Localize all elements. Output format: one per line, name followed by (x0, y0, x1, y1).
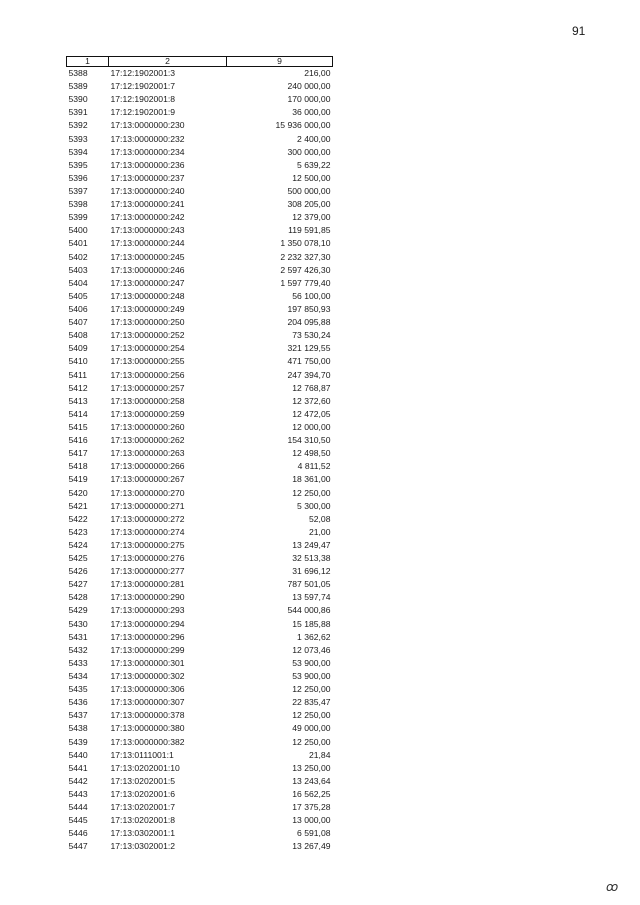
row-number: 5440 (68, 749, 88, 760)
row-number: 5414 (68, 408, 88, 419)
row-number: 5406 (68, 303, 88, 314)
table-row (67, 133, 333, 146)
cadastral-number: 17:13:0000000:294 (110, 618, 185, 629)
table-row (67, 369, 333, 382)
amount: 73 530,24 (292, 330, 331, 341)
cadastral-number: 17:13:0302001:2 (110, 841, 176, 852)
amount: 471 750,00 (287, 356, 331, 367)
table-row (67, 565, 333, 578)
row-number: 5409 (68, 343, 88, 354)
cadastral-number: 17:13:0000000:276 (110, 553, 185, 564)
table-row (67, 159, 333, 172)
amount: 22 835,47 (292, 697, 331, 708)
amount: 12 000,00 (292, 421, 331, 432)
amount: 16 562,25 (292, 789, 331, 800)
cadastral-number: 17:13:0000000:266 (110, 461, 185, 472)
cadastral-number: 17:13:0000000:274 (110, 526, 185, 537)
amount: 15 936 000,00 (275, 120, 331, 131)
row-number: 5446 (68, 828, 88, 839)
cadastral-number: 17:13:0000000:272 (110, 513, 185, 524)
table-row (67, 644, 333, 657)
table-row (67, 775, 333, 788)
cadastral-number: 17:13:0000000:232 (110, 133, 185, 144)
table-row (67, 788, 333, 801)
cadastral-number: 17:13:0000000:307 (110, 697, 185, 708)
cadastral-number: 17:13:0000000:245 (110, 251, 185, 262)
row-number: 5402 (68, 251, 88, 262)
table-row (67, 185, 333, 198)
cadastral-number: 17:13:0000000:246 (110, 264, 185, 275)
cadastral-number: 17:13:0000000:296 (110, 631, 185, 642)
row-number: 5445 (68, 815, 88, 826)
amount: 53 900,00 (292, 671, 331, 682)
cadastral-number: 17:13:0202001:8 (110, 815, 176, 826)
row-number: 5407 (68, 317, 88, 328)
data-table (66, 56, 333, 854)
amount: 216,00 (304, 68, 331, 78)
table-row (67, 421, 333, 434)
amount: 12 250,00 (292, 710, 331, 721)
table-row (67, 762, 333, 775)
cadastral-number: 17:13:0000000:255 (110, 356, 185, 367)
cadastral-number: 17:13:0202001:7 (110, 802, 176, 813)
table-row (67, 342, 333, 355)
row-number: 5441 (68, 762, 88, 773)
cadastral-number: 17:13:0111001:1 (110, 749, 174, 760)
row-number: 5391 (68, 107, 88, 118)
cadastral-number: 17:13:0000000:260 (110, 421, 185, 432)
amount: 197 850,93 (287, 303, 331, 314)
amount: 308 205,00 (287, 199, 331, 210)
cadastral-number: 17:13:0000000:254 (110, 343, 185, 354)
corner-mark: ꝏ (606, 880, 619, 894)
row-number: 5416 (68, 435, 88, 446)
table-row (67, 749, 333, 762)
cadastral-number: 17:13:0000000:257 (110, 382, 185, 393)
table-row (67, 290, 333, 303)
table-row (67, 93, 333, 106)
row-number: 5388 (68, 68, 88, 78)
amount: 12 498,50 (292, 448, 331, 459)
table-row (67, 604, 333, 617)
table-row (67, 382, 333, 395)
cadastral-number: 17:13:0000000:270 (110, 487, 185, 498)
amount: 12 500,00 (292, 172, 331, 183)
row-number: 5428 (68, 592, 88, 603)
amount: 18 361,00 (292, 474, 331, 485)
amount: 17 375,28 (292, 802, 331, 813)
cadastral-number: 17:13:0000000:299 (110, 644, 185, 655)
header-row (67, 57, 333, 67)
row-number: 5433 (68, 657, 88, 668)
table-header (67, 57, 333, 67)
table-row (67, 67, 333, 81)
table-row (67, 552, 333, 565)
amount: 170 000,00 (287, 94, 331, 105)
table-row (67, 251, 333, 264)
amount: 13 249,47 (292, 539, 331, 550)
row-number: 5394 (68, 146, 88, 157)
cadastral-number: 17:13:0000000:378 (110, 710, 185, 721)
amount: 12 379,00 (292, 212, 331, 223)
table-row (67, 657, 333, 670)
amount: 1 597 779,40 (280, 277, 331, 288)
row-number: 5390 (68, 94, 88, 105)
cadastral-number: 17:13:0000000:267 (110, 474, 185, 485)
row-number: 5395 (68, 159, 88, 170)
cadastral-number: 17:13:0000000:241 (110, 199, 185, 210)
table-row (67, 395, 333, 408)
cadastral-number: 17:13:0000000:248 (110, 290, 185, 301)
header-col-2: 2 (109, 57, 227, 67)
row-number: 5422 (68, 513, 88, 524)
row-number: 5399 (68, 212, 88, 223)
cadastral-number: 17:13:0000000:306 (110, 684, 185, 695)
amount: 2 597 426,30 (280, 264, 331, 275)
header-col-1: 1 (67, 57, 109, 67)
cadastral-number: 17:13:0000000:244 (110, 238, 185, 249)
amount: 544 000,86 (287, 605, 331, 616)
amount: 4 811,52 (297, 461, 331, 472)
amount: 5 639,22 (297, 159, 331, 170)
cadastral-number: 17:13:0202001:10 (110, 762, 180, 773)
cadastral-number: 17:12:1902001:3 (110, 68, 176, 78)
table-row (67, 303, 333, 316)
row-number: 5435 (68, 684, 88, 695)
cadastral-number: 17:13:0000000:281 (110, 579, 185, 590)
cadastral-number: 17:13:0000000:258 (110, 395, 185, 406)
cadastral-number: 17:13:0000000:380 (110, 723, 185, 734)
table-row (67, 473, 333, 486)
row-number: 5408 (68, 330, 88, 341)
row-number: 5426 (68, 566, 88, 577)
table-row (67, 801, 333, 814)
amount: 49 000,00 (292, 723, 331, 734)
row-number: 5442 (68, 775, 88, 786)
cadastral-number: 17:13:0000000:301 (110, 657, 185, 668)
row-number: 5423 (68, 526, 88, 537)
cadastral-number: 17:13:0000000:243 (110, 225, 185, 236)
amount: 500 000,00 (287, 185, 331, 196)
cadastral-number: 17:13:0000000:302 (110, 671, 185, 682)
amount: 15 185,88 (292, 618, 331, 629)
cadastral-number: 17:13:0000000:236 (110, 159, 185, 170)
table-row (67, 631, 333, 644)
row-number: 5436 (68, 697, 88, 708)
table-row (67, 683, 333, 696)
cadastral-number: 17:13:0000000:250 (110, 317, 185, 328)
row-number: 5424 (68, 539, 88, 550)
cadastral-number: 17:13:0000000:249 (110, 303, 185, 314)
table-row (67, 539, 333, 552)
row-number: 5396 (68, 172, 88, 183)
row-number: 5397 (68, 185, 88, 196)
amount: 12 472,05 (292, 408, 331, 419)
table-row (67, 198, 333, 211)
table-row (67, 106, 333, 119)
row-number: 5392 (68, 120, 88, 131)
table-row (67, 736, 333, 749)
amount: 300 000,00 (287, 146, 331, 157)
amount: 13 250,00 (292, 762, 331, 773)
amount: 12 768,87 (292, 382, 331, 393)
row-number: 5432 (68, 644, 88, 655)
row-number: 5430 (68, 618, 88, 629)
row-number: 5434 (68, 671, 88, 682)
amount: 321 129,55 (287, 343, 331, 354)
cadastral-number: 17:13:0000000:263 (110, 448, 185, 459)
row-number: 5393 (68, 133, 88, 144)
table-row (67, 355, 333, 368)
cadastral-number: 17:13:0000000:237 (110, 172, 185, 183)
amount: 36 000,00 (292, 107, 331, 118)
cadastral-number: 17:13:0000000:277 (110, 566, 185, 577)
amount: 13 597,74 (292, 592, 331, 603)
amount: 2 232 327,30 (280, 251, 331, 262)
cadastral-number: 17:13:0000000:262 (110, 435, 185, 446)
table-row (67, 840, 333, 853)
row-number: 5412 (68, 382, 88, 393)
row-number: 5431 (68, 631, 88, 642)
row-number: 5417 (68, 448, 88, 459)
table-row (67, 408, 333, 421)
table-row (67, 578, 333, 591)
cadastral-number: 17:13:0000000:382 (110, 736, 185, 747)
table-row (67, 460, 333, 473)
cadastral-number: 17:12:1902001:8 (110, 94, 176, 105)
row-number: 5421 (68, 500, 88, 511)
amount: 13 000,00 (292, 815, 331, 826)
row-number: 5400 (68, 225, 88, 236)
amount: 12 250,00 (292, 684, 331, 695)
row-number: 5420 (68, 487, 88, 498)
table-row (67, 591, 333, 604)
cadastral-number: 17:13:0000000:230 (110, 120, 185, 131)
amount: 53 900,00 (292, 657, 331, 668)
table-row (67, 487, 333, 500)
row-number: 5429 (68, 605, 88, 616)
table-row (67, 237, 333, 250)
table-row (67, 119, 333, 132)
amount: 787 501,05 (287, 579, 331, 590)
cadastral-number: 17:13:0000000:234 (110, 146, 185, 157)
table-row (67, 329, 333, 342)
table-row (67, 722, 333, 735)
row-number: 5415 (68, 421, 88, 432)
cadastral-number: 17:13:0000000:271 (110, 500, 185, 511)
cadastral-number: 17:13:0000000:293 (110, 605, 185, 616)
table-row (67, 447, 333, 460)
cadastral-number: 17:12:1902001:7 (110, 81, 176, 92)
amount: 32 513,38 (292, 553, 331, 564)
cadastral-number: 17:12:1902001:9 (110, 107, 176, 118)
cadastral-number: 17:13:0000000:275 (110, 539, 185, 550)
table-row (67, 526, 333, 539)
cadastral-number: 17:13:0202001:5 (110, 775, 176, 786)
amount: 12 250,00 (292, 487, 331, 498)
table-row (67, 146, 333, 159)
amount: 13 267,49 (292, 841, 331, 852)
table-row (67, 618, 333, 631)
amount: 52,08 (308, 513, 331, 524)
row-number: 5427 (68, 579, 88, 590)
table-row (67, 500, 333, 513)
table-row (67, 709, 333, 722)
amount: 240 000,00 (287, 81, 331, 92)
header-col-9: 9 (227, 57, 333, 67)
table-row (67, 224, 333, 237)
amount: 31 696,12 (292, 566, 331, 577)
row-number: 5439 (68, 736, 88, 747)
table-row (67, 277, 333, 290)
amount: 247 394,70 (287, 369, 331, 380)
row-number: 5389 (68, 81, 88, 92)
table-row (67, 211, 333, 224)
table-row (67, 670, 333, 683)
cadastral-number: 17:13:0000000:240 (110, 185, 185, 196)
row-number: 5437 (68, 710, 88, 721)
row-number: 5443 (68, 789, 88, 800)
row-number: 5405 (68, 290, 88, 301)
row-number: 5418 (68, 461, 88, 472)
row-number: 5398 (68, 199, 88, 210)
row-number: 5425 (68, 553, 88, 564)
table-row (67, 80, 333, 93)
row-number: 5401 (68, 238, 88, 249)
row-number: 5444 (68, 802, 88, 813)
table-row (67, 814, 333, 827)
table-row (67, 827, 333, 840)
cadastral-number: 17:13:0202001:6 (110, 789, 176, 800)
row-number: 5447 (68, 841, 88, 852)
amount: 1 362,62 (297, 631, 331, 642)
table-row (67, 434, 333, 447)
amount: 12 372,60 (292, 395, 331, 406)
table-row (67, 172, 333, 185)
row-number: 5410 (68, 356, 88, 367)
cadastral-number: 17:13:0000000:252 (110, 330, 185, 341)
amount: 56 100,00 (292, 290, 331, 301)
table-body (67, 67, 333, 854)
table-row (67, 316, 333, 329)
row-number: 5411 (68, 369, 87, 380)
table-row (67, 696, 333, 709)
table-row (67, 264, 333, 277)
row-number: 5404 (68, 277, 88, 288)
row-number: 5413 (68, 395, 88, 406)
row-number: 5403 (68, 264, 88, 275)
cadastral-number: 17:13:0000000:242 (110, 212, 185, 223)
cadastral-number: 17:13:0000000:290 (110, 592, 185, 603)
amount: 12 073,46 (292, 644, 331, 655)
cadastral-number: 17:13:0000000:256 (110, 369, 185, 380)
amount: 21,00 (308, 526, 331, 537)
table-row (67, 513, 333, 526)
page-number: 91 (572, 24, 586, 38)
amount: 13 243,64 (292, 775, 331, 786)
amount: 6 591,08 (297, 828, 331, 839)
amount: 1 350 078,10 (280, 238, 331, 249)
row-number: 5419 (68, 474, 88, 485)
amount: 12 250,00 (292, 736, 331, 747)
amount: 5 300,00 (297, 500, 331, 511)
amount: 154 310,50 (287, 435, 331, 446)
amount: 2 400,00 (297, 133, 331, 144)
cadastral-number: 17:13:0302001:1 (110, 828, 176, 839)
row-number: 5438 (68, 723, 88, 734)
cadastral-number: 17:13:0000000:247 (110, 277, 185, 288)
amount: 204 095,88 (287, 317, 331, 328)
amount: 21,84 (308, 749, 331, 760)
amount: 119 591,85 (288, 225, 331, 236)
cadastral-number: 17:13:0000000:259 (110, 408, 185, 419)
